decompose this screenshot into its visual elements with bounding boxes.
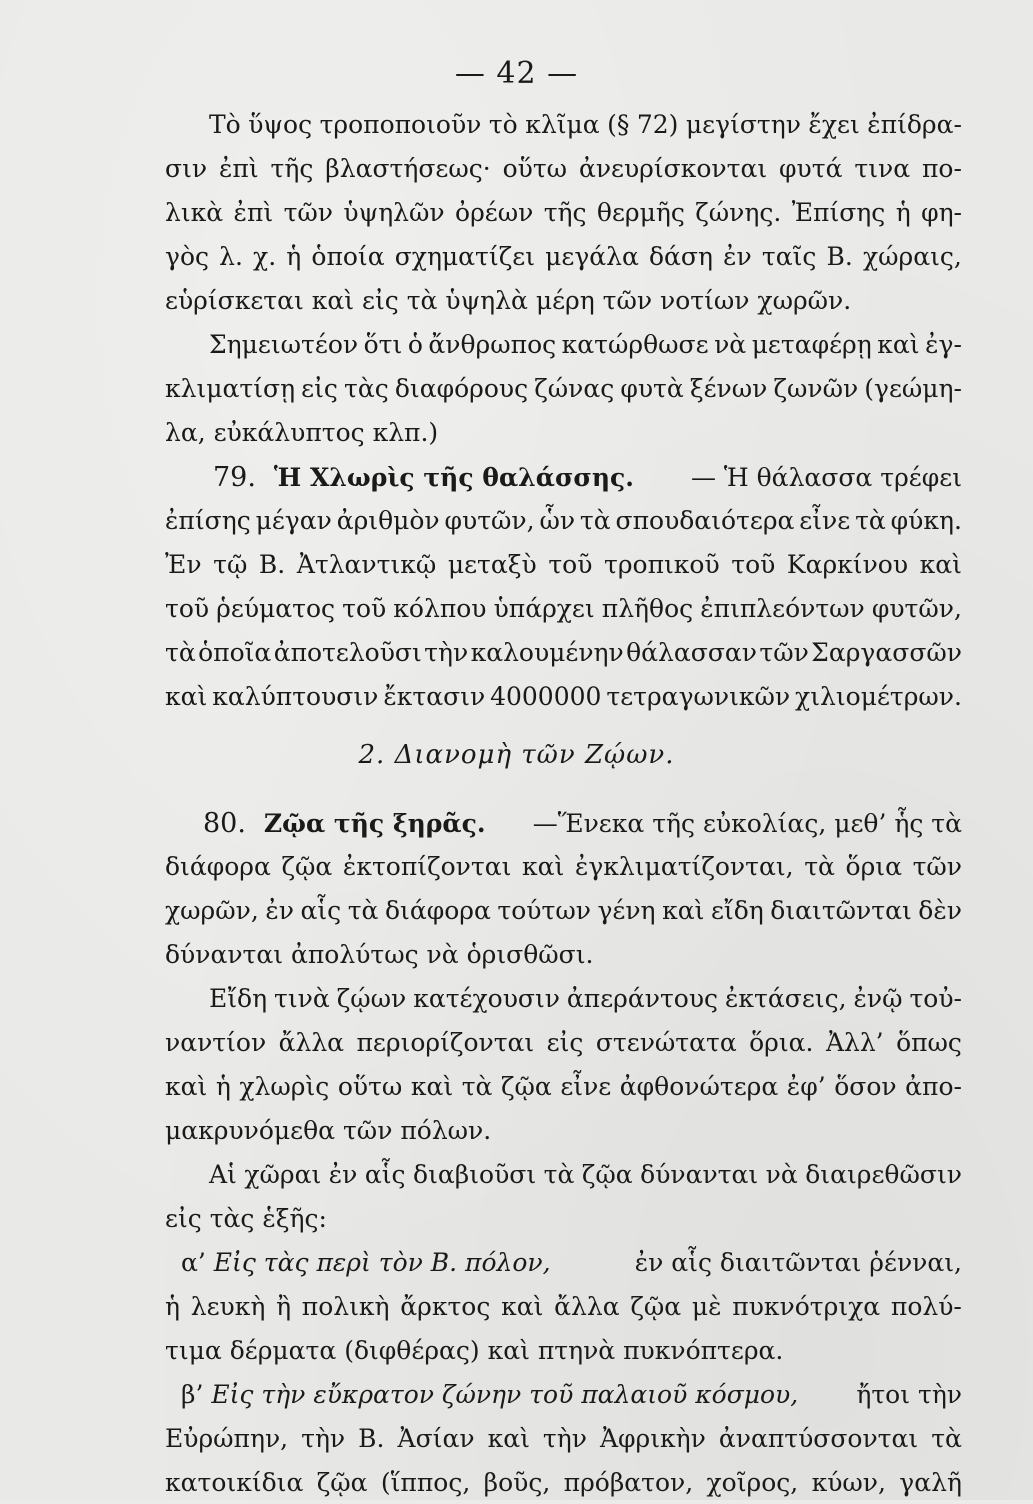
text-line: Εἴδη τινὰ ζῴων κατέχουσιν ἀπεράντους ἐκτάσεις, ἐνῷ τοὐ- bbox=[209, 984, 962, 1013]
list-item-a bbox=[165, 1250, 962, 1284]
text-line: Τὸ ὕψος τροποποιοῦν τὸ κλῖμα (§ 72) μεγίστην ἔχει ἐπίδρα- bbox=[209, 110, 962, 139]
list-item-label: β’ bbox=[181, 1380, 204, 1409]
text-fragment: —Ἕνεκα τῆς εὐκολίας, μεθ’ ἧς τὰ bbox=[532, 809, 962, 838]
page-number: — 42 — bbox=[454, 56, 579, 91]
text-line: μακρυνόμεθα τῶν πόλων. bbox=[165, 1116, 492, 1145]
text-fragment: — Ἡ θάλασσα τρέφει bbox=[690, 463, 962, 492]
section-number: 79. bbox=[213, 462, 256, 493]
text-line: Ἐν τῷ Β. Ἀτλαντικῷ μεταξὺ τοῦ τροπικοῦ τοῦ Καρκίνου καὶ bbox=[165, 550, 962, 579]
text-line: γὸς λ. χ. ἡ ὁποία σχηματίζει μεγάλα δάση ἐν ταῖς Β. χώραις, bbox=[165, 242, 962, 271]
text-line: τιμα δέρματα (διφθέρας) καὶ πτηνὰ πυκνόπτερα. bbox=[165, 1336, 784, 1365]
list-item-italic: Εἰς τὴν εὔκρατον ζώνην τοῦ παλαιοῦ κόσμου, bbox=[211, 1380, 799, 1409]
text-line: τὰ ὁποῖα ἀποτελοῦσι τὴν καλουμένην θάλασσαν τῶν Σαργασσῶν bbox=[165, 638, 962, 667]
section-number: 80. bbox=[203, 808, 246, 839]
text-line: εὑρίσκεται καὶ εἰς τὰ ὑψηλὰ μέρη τῶν νοτίων χωρῶν. bbox=[165, 286, 852, 315]
text-line: εἰς τὰς ἑξῆς: bbox=[165, 1204, 327, 1233]
text-line: ἐπίσης μέγαν ἀριθμὸν φυτῶν, ὧν τὰ σπουδαιότερα εἶνε τὰ φύκη. bbox=[165, 506, 962, 535]
text-line: ἡ λευκὴ ἢ πολικὴ ἄρκτος καὶ ἄλλα ζῷα μὲ πυκνότριχα πολύ- bbox=[165, 1292, 962, 1321]
text-line: καὶ ἡ χλωρὶς οὕτω καὶ τὰ ζῷα εἶνε ἀφθονώτερα ἐφ’ ὅσον ἀπο- bbox=[165, 1072, 962, 1101]
list-item-italic: Εἰς τὰς περὶ τὸν Β. πόλον, bbox=[213, 1248, 551, 1277]
section-title: Ἡ Χλωρὶς τῆς θαλάσσης. bbox=[273, 463, 634, 492]
text-line: λικὰ ἐπὶ τῶν ὑψηλῶν ὀρέων τῆς θερμῆς ζώνης. Ἐπίσης ἡ φη- bbox=[165, 198, 962, 227]
text-line: Αἱ χῶραι ἐν αἷς διαβιοῦσι τὰ ζῷα δύνανται νὰ διαιρεθῶσιν bbox=[209, 1160, 962, 1189]
text-line: τοῦ ῥεύματος τοῦ κόλπου ὑπάρχει πλῆθος ἐπιπλεόντων φυτῶν, bbox=[165, 594, 962, 623]
text-line: κατοικίδια ζῷα (ἵππος, βοῦς, πρόβατον, χοῖρος, κύων, γαλῆ bbox=[165, 1468, 962, 1497]
section-79-heading-line bbox=[165, 464, 962, 498]
text-line: ναντίον ἄλλα περιορίζονται εἰς στενώτατα ὅρια. Ἀλλ’ ὅπως bbox=[165, 1028, 962, 1057]
text-line: Εὐρώπην, τὴν Β. Ἀσίαν καὶ τὴν Ἀφρικὴν ἀναπτύσσονται τὰ bbox=[165, 1424, 962, 1453]
text-line: λα, εὐκάλυπτος κλπ.) bbox=[165, 418, 439, 447]
list-item-label: α’ bbox=[181, 1248, 206, 1277]
section-heading: 2. Διανομὴ τῶν Ζῴων. bbox=[358, 740, 675, 770]
text-line: χωρῶν, ἐν αἷς τὰ διάφορα τούτων γένη καὶ εἴδη διαιτῶνται δὲν bbox=[165, 896, 962, 925]
section-title: Ζῷα τῆς ξηρᾶς. bbox=[263, 809, 486, 838]
text-fragment: ἐν αἷς διαιτῶνται ῥένναι, bbox=[634, 1248, 962, 1277]
text-line: δύνανται ἀπολύτως νὰ ὁρισθῶσι. bbox=[165, 940, 594, 969]
list-item-b bbox=[165, 1382, 962, 1416]
text-line: σιν ἐπὶ τῆς βλαστήσεως· οὕτω ἀνευρίσκονται φυτά τινα πο- bbox=[165, 154, 962, 183]
text-line: διάφορα ζῷα ἐκτοπίζονται καὶ ἐγκλιματίζονται, τὰ ὅρια τῶν bbox=[165, 852, 962, 881]
text-fragment: ἤτοι τὴν bbox=[856, 1380, 962, 1409]
text-line: Σημειωτέον ὅτι ὁ ἄνθρωπος κατώρθωσε νὰ μεταφέρῃ καὶ ἐγ- bbox=[209, 330, 962, 359]
section-80-heading-line bbox=[165, 810, 962, 844]
text-line: κλιματίσῃ εἰς τὰς διαφόρους ζώνας φυτὰ ξένων ζωνῶν (γεώμη- bbox=[165, 374, 962, 403]
text-line: καὶ καλύπτουσιν ἔκτασιν 4000000 τετραγωνικῶν χιλιομέτρων. bbox=[165, 682, 962, 711]
